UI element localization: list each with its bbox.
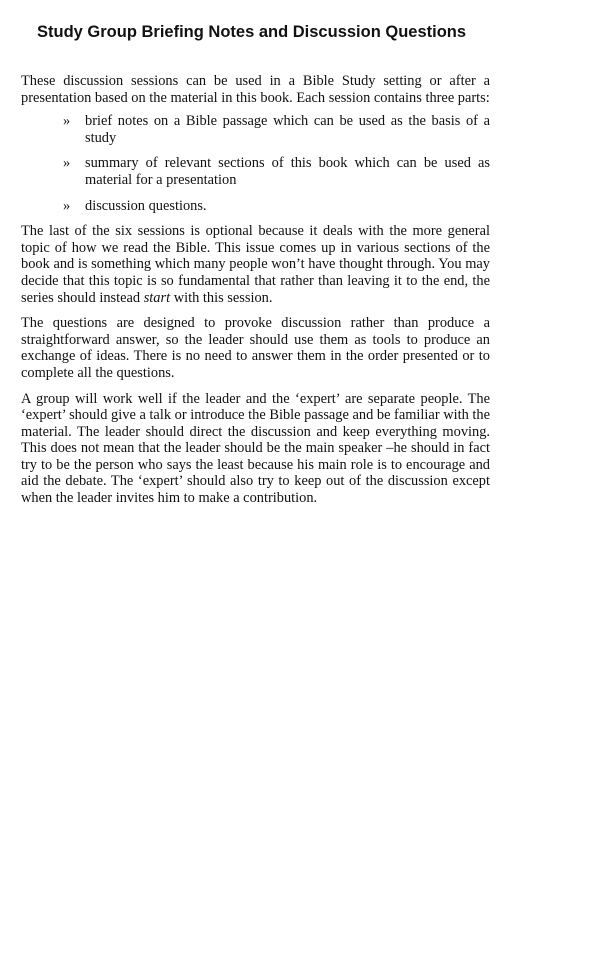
bullet-marker: » [63,155,71,172]
list-item [21,155,490,188]
parts-list [21,113,490,214]
questions-paragraph: The questions are designed to provoke discussion rather than produce a straightforward answer, so the leader should use them as tools to produce an exchange of ideas. There is no need to answer them in the order presented or to complete all the questions. [21,315,490,381]
roles-paragraph: A group will work well if the leader and the ‘expert’ are separate people. The ‘expert’ should give a talk or introduce the Bible passage and be familiar with the material. The leader should direct the discussion and keep everything moving. This does not mean that the leader should be the main speaker –he should in fact try to be the person who says the least because his main role is to encourage and aid the debate. The ‘expert’ should also try to keep out of the discussion except when the leader invites him to make a contribution. [21,390,490,507]
bullet-marker: » [63,197,71,214]
paragraph-text: with this session. [170,289,273,306]
bullet-marker: » [63,113,71,130]
document-page [21,20,490,507]
optional-session-paragraph [21,223,490,306]
emphasis-text: start [143,289,171,306]
page-title: Study Group Briefing Notes and Discussion Questions [37,23,467,41]
list-item-text: discussion questions. [85,197,207,214]
list-item-text: summary of relevant sections of this book which can be used as material for a presentation [85,155,490,188]
list-item-text: brief notes on a Bible passage which can be used as the basis of a study [85,113,490,146]
intro-paragraph: These discussion sessions can be used in a Bible Study setting or after a presentation based on the material in this book. Each session contains three parts: [21,73,490,106]
paragraph-text: The last of the six sessions is optional because it deals with the more general topic of how we read the Bible. This issue comes up in various sections of the book and is something which many people won’t have thought through. You may decide that this topic is so fundamental that rather than leaving it to the end, the series should instead [21,223,490,306]
list-item [21,113,490,146]
list-item [21,198,490,215]
